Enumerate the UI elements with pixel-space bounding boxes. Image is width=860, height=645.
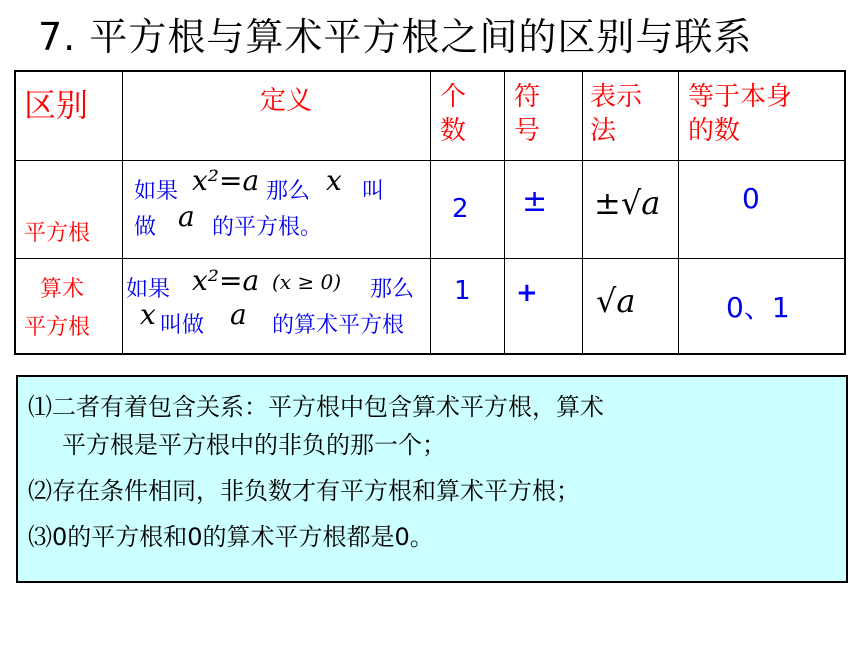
header-notation [590, 80, 642, 148]
header-symbol-line1: 符 [514, 82, 541, 112]
def1-of-square-root: 的平方根。 [212, 215, 323, 240]
row2-symbol: + [516, 278, 538, 308]
note-1-continued: 平方根是平方根中的非负的那一个； [62, 431, 446, 459]
row2-count: 1 [454, 276, 471, 306]
def1-then: 那么 [266, 179, 311, 204]
header-count-line2: 数 [440, 116, 467, 146]
header-count-line1: 个 [440, 82, 467, 112]
header-notation-line2: 法 [590, 116, 617, 146]
summary-box [16, 375, 848, 583]
row2-notation: √a [596, 282, 636, 320]
def2-called: 叫做 [160, 313, 205, 338]
def1-if: 如果 [134, 179, 179, 204]
row2-equal-itself: 0、1 [726, 291, 790, 324]
table-divider [16, 160, 844, 161]
def2-equation: x²=a [192, 264, 260, 297]
header-equal-itself-line1: 等于本身 [688, 82, 793, 112]
row-label-arithmetic-square-root [40, 272, 84, 308]
header-count [440, 80, 466, 148]
row1-symbol: ± [522, 184, 548, 219]
def1-as: 做 [134, 215, 157, 240]
def1-called: 叫 [362, 179, 385, 204]
table-divider [678, 72, 679, 353]
def2-of-arith-square-root: 的算术平方根 [272, 313, 405, 338]
note-2: ⑵存在条件相同，非负数才有平方根和算术平方根； [28, 477, 580, 505]
row1-notation: ±√a [594, 184, 661, 222]
def2-then: 那么 [370, 277, 415, 302]
comparison-table [14, 70, 846, 355]
def2-condition: (x ≥ 0) [272, 270, 342, 294]
table-divider [504, 72, 505, 353]
table-divider [16, 258, 844, 259]
header-notation-line1: 表示 [590, 82, 643, 112]
header-equal-itself [688, 80, 792, 148]
def2-a: a [230, 298, 247, 331]
table-divider [582, 72, 583, 353]
header-symbol [514, 80, 540, 148]
row2-label-line1: 算术 [40, 277, 85, 302]
def1-equation: x²=a [192, 164, 260, 197]
def1-x: x [326, 164, 342, 197]
header-equal-itself-line2: 的数 [688, 116, 741, 146]
def2-if: 如果 [126, 277, 171, 302]
table-divider [122, 72, 123, 353]
table-divider [430, 72, 431, 353]
def1-a: a [178, 200, 195, 233]
row2-label-line2: 平方根 [24, 315, 91, 340]
header-distinction: 区别 [24, 86, 89, 124]
note-1: ⑴二者有着包含关系：平方根中包含算术平方根，算术 [28, 393, 604, 421]
note-3: ⑶0的平方根和0的算术平方根都是0。 [28, 523, 434, 551]
header-definition: 定义 [260, 86, 313, 116]
header-symbol-line2: 号 [514, 116, 541, 146]
page-title: 7. 平方根与算术平方根之间的区别与联系 [38, 15, 753, 59]
row-label-square-root: 平方根 [24, 221, 91, 246]
def2-x: x [140, 298, 156, 331]
row1-count: 2 [452, 194, 469, 224]
row1-equal-itself: 0 [742, 182, 760, 215]
